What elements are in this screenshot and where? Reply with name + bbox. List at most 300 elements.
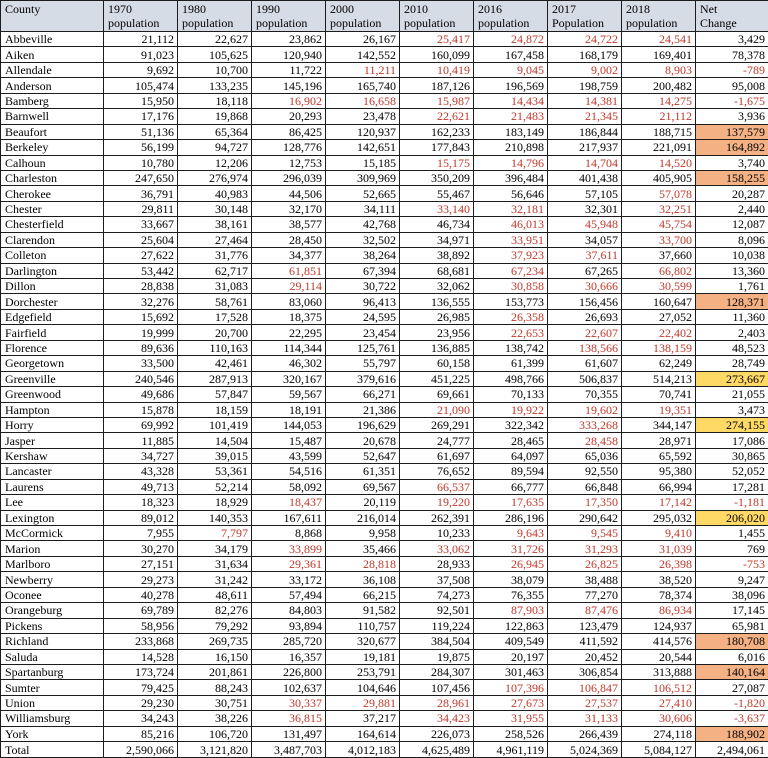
population-cell: 107,396: [474, 680, 548, 695]
population-cell: 30,858: [474, 279, 548, 294]
population-cell: 24,595: [326, 309, 400, 324]
population-cell: 4,012,183: [326, 742, 400, 758]
population-cell: 70,355: [548, 387, 622, 402]
population-cell: 33,140: [400, 201, 474, 216]
population-cell: 16,357: [252, 649, 326, 664]
population-cell: 136,555: [400, 294, 474, 309]
net-change-cell: -1,820: [696, 695, 768, 710]
population-cell: 33,172: [252, 572, 326, 587]
population-cell: 22,627: [178, 32, 252, 47]
population-cell: 37,508: [400, 572, 474, 587]
population-cell: 66,537: [400, 479, 474, 494]
population-cell: 20,700: [178, 325, 252, 340]
population-cell: 38,264: [326, 248, 400, 263]
population-cell: 37,660: [622, 248, 696, 263]
population-cell: 26,358: [474, 309, 548, 324]
population-cell: 36,815: [252, 711, 326, 726]
population-cell: 14,520: [622, 155, 696, 170]
population-cell: 60,158: [400, 356, 474, 371]
net-change-cell: -789: [696, 62, 768, 77]
population-cell: 92,550: [548, 464, 622, 479]
population-cell: 320,677: [326, 634, 400, 649]
population-cell: 409,549: [474, 634, 548, 649]
population-cell: 38,161: [178, 217, 252, 232]
table-row-dorchester: [1, 294, 768, 309]
population-cell: 31,634: [178, 556, 252, 571]
net-change-cell: 137,579: [696, 124, 768, 139]
population-cell: 15,692: [104, 309, 178, 324]
population-cell: 78,374: [622, 587, 696, 602]
table-row-laurens: [1, 479, 768, 494]
table-row-newberry: [1, 572, 768, 587]
net-change-cell: 11,360: [696, 309, 768, 324]
population-cell: 138,159: [622, 340, 696, 355]
population-cell: 105,625: [178, 47, 252, 62]
net-change-cell: -753: [696, 556, 768, 571]
population-cell: 67,394: [326, 263, 400, 278]
net-change-cell: 3,473: [696, 402, 768, 417]
population-cell: 49,686: [104, 387, 178, 402]
population-cell: 77,270: [548, 587, 622, 602]
population-cell: 26,825: [548, 556, 622, 571]
population-cell: 27,410: [622, 695, 696, 710]
population-cell: 30,606: [622, 711, 696, 726]
population-cell: 33,062: [400, 541, 474, 556]
population-cell: 91,582: [326, 603, 400, 618]
population-cell: 28,450: [252, 232, 326, 247]
county-name-cell: Beaufort: [1, 124, 104, 139]
population-cell: 24,541: [622, 32, 696, 47]
population-cell: 313,888: [622, 664, 696, 679]
population-cell: 61,607: [548, 356, 622, 371]
population-cell: 19,868: [178, 109, 252, 124]
population-cell: 65,592: [622, 448, 696, 463]
population-cell: 11,885: [104, 433, 178, 448]
county-name-cell: Marion: [1, 541, 104, 556]
population-cell: 31,726: [474, 541, 548, 556]
population-cell: 33,899: [252, 541, 326, 556]
net-change-cell: 6,016: [696, 649, 768, 664]
population-cell: 28,971: [622, 433, 696, 448]
net-change-cell: 180,708: [696, 634, 768, 649]
population-cell: 20,293: [252, 109, 326, 124]
population-cell: 21,112: [104, 32, 178, 47]
population-cell: 66,215: [326, 587, 400, 602]
column-header-2016-population: 2016 population: [474, 1, 548, 32]
population-cell: 19,922: [474, 402, 548, 417]
population-cell: 15,175: [400, 155, 474, 170]
population-cell: 15,185: [326, 155, 400, 170]
population-cell: 31,133: [548, 711, 622, 726]
county-name-cell: Bamberg: [1, 93, 104, 108]
county-name-cell: Greenville: [1, 371, 104, 386]
population-cell: 177,843: [400, 140, 474, 155]
table-row-bamberg: [1, 93, 768, 108]
population-cell: 18,929: [178, 495, 252, 510]
population-cell: 19,220: [400, 495, 474, 510]
net-change-cell: 27,087: [696, 680, 768, 695]
population-cell: 10,233: [400, 526, 474, 541]
net-change-cell: 12,087: [696, 217, 768, 232]
table-row-barnwell: [1, 109, 768, 124]
population-cell: 91,023: [104, 47, 178, 62]
net-change-cell: 78,378: [696, 47, 768, 62]
county-name-cell: Jasper: [1, 433, 104, 448]
population-cell: 165,740: [326, 78, 400, 93]
population-cell: 32,170: [252, 201, 326, 216]
county-name-cell: Berkeley: [1, 140, 104, 155]
population-cell: 120,940: [252, 47, 326, 62]
population-cell: 34,971: [400, 232, 474, 247]
population-cell: 196,629: [326, 417, 400, 432]
population-cell: 34,179: [178, 541, 252, 556]
table-row-pickens: [1, 618, 768, 633]
population-cell: 45,948: [548, 217, 622, 232]
county-name-cell: Florence: [1, 340, 104, 355]
population-cell: 33,700: [622, 232, 696, 247]
population-cell: 226,800: [252, 664, 326, 679]
population-cell: 401,438: [548, 170, 622, 185]
table-row-dillon: [1, 279, 768, 294]
population-cell: 33,500: [104, 356, 178, 371]
population-cell: 46,013: [474, 217, 548, 232]
table-row-williamsburg: [1, 711, 768, 726]
population-cell: 33,667: [104, 217, 178, 232]
population-cell: 183,149: [474, 124, 548, 139]
county-name-cell: Lancaster: [1, 464, 104, 479]
population-cell: 23,454: [326, 325, 400, 340]
net-change-cell: 2,440: [696, 201, 768, 216]
population-cell: 30,337: [252, 695, 326, 710]
population-cell: 9,692: [104, 62, 178, 77]
population-cell: 79,425: [104, 680, 178, 695]
population-cell: 10,700: [178, 62, 252, 77]
population-cell: 8,868: [252, 526, 326, 541]
population-cell: 14,275: [622, 93, 696, 108]
population-cell: 87,903: [474, 603, 548, 618]
population-cell: 69,567: [326, 479, 400, 494]
population-cell: 32,502: [326, 232, 400, 247]
population-cell: 196,569: [474, 78, 548, 93]
population-cell: 62,717: [178, 263, 252, 278]
population-cell: 38,577: [252, 217, 326, 232]
population-cell: 29,881: [326, 695, 400, 710]
county-name-cell: Oconee: [1, 587, 104, 602]
population-cell: 96,413: [326, 294, 400, 309]
population-cell: 51,136: [104, 124, 178, 139]
population-cell: 57,078: [622, 186, 696, 201]
net-change-cell: 95,008: [696, 78, 768, 93]
population-cell: 24,777: [400, 433, 474, 448]
population-cell: 61,351: [326, 464, 400, 479]
population-cell: 68,681: [400, 263, 474, 278]
population-cell: 14,381: [548, 93, 622, 108]
population-cell: 414,576: [622, 634, 696, 649]
table-row-oconee: [1, 587, 768, 602]
population-cell: 122,863: [474, 618, 548, 633]
population-cell: 85,216: [104, 726, 178, 741]
population-cell: 64,097: [474, 448, 548, 463]
population-cell: 34,111: [326, 201, 400, 216]
population-cell: 5,024,369: [548, 742, 622, 758]
county-name-cell: Abbeville: [1, 32, 104, 47]
table-row-total: [1, 742, 768, 758]
population-cell: 22,295: [252, 325, 326, 340]
population-cell: 320,167: [252, 371, 326, 386]
net-change-cell: 274,155: [696, 417, 768, 432]
population-cell: 8,903: [622, 62, 696, 77]
county-name-cell: Lexington: [1, 510, 104, 525]
population-cell: 25,604: [104, 232, 178, 247]
population-cell: 20,678: [326, 433, 400, 448]
population-cell: 9,643: [474, 526, 548, 541]
population-cell: 38,488: [548, 572, 622, 587]
population-cell: 18,118: [178, 93, 252, 108]
population-cell: 44,506: [252, 186, 326, 201]
population-cell: 79,292: [178, 618, 252, 633]
population-cell: 76,652: [400, 464, 474, 479]
table-row-kershaw: [1, 448, 768, 463]
population-cell: 405,905: [622, 170, 696, 185]
population-cell: 136,885: [400, 340, 474, 355]
population-cell: 106,847: [548, 680, 622, 695]
population-cell: 106,720: [178, 726, 252, 741]
population-cell: 19,351: [622, 402, 696, 417]
population-cell: 344,147: [622, 417, 696, 432]
population-cell: 34,423: [400, 711, 474, 726]
population-cell: 322,342: [474, 417, 548, 432]
population-cell: 104,646: [326, 680, 400, 695]
population-cell: 95,380: [622, 464, 696, 479]
population-cell: 88,243: [178, 680, 252, 695]
net-change-cell: 17,145: [696, 603, 768, 618]
population-cell: 30,270: [104, 541, 178, 556]
net-change-cell: 30,865: [696, 448, 768, 463]
population-cell: 142,552: [326, 47, 400, 62]
net-change-cell: 158,255: [696, 170, 768, 185]
population-cell: 32,181: [474, 201, 548, 216]
population-cell: 89,012: [104, 510, 178, 525]
population-cell: 49,713: [104, 479, 178, 494]
population-cell: 36,791: [104, 186, 178, 201]
population-cell: 58,956: [104, 618, 178, 633]
population-cell: 65,036: [548, 448, 622, 463]
population-cell: 3,121,820: [178, 742, 252, 758]
population-cell: 17,350: [548, 495, 622, 510]
population-cell: 110,757: [326, 618, 400, 633]
table-row-jasper: [1, 433, 768, 448]
population-cell: 66,777: [474, 479, 548, 494]
population-cell: 29,273: [104, 572, 178, 587]
county-name-cell: Charleston: [1, 170, 104, 185]
net-change-cell: 9,247: [696, 572, 768, 587]
county-name-cell: Saluda: [1, 649, 104, 664]
net-change-cell: 10,038: [696, 248, 768, 263]
table-row-greenwood: [1, 387, 768, 402]
population-cell: 34,727: [104, 448, 178, 463]
county-name-cell: Allendale: [1, 62, 104, 77]
population-cell: 269,291: [400, 417, 474, 432]
population-cell: 114,344: [252, 340, 326, 355]
column-header-2018-population: 2018 population: [622, 1, 696, 32]
population-cell: 16,902: [252, 93, 326, 108]
population-cell: 296,039: [252, 170, 326, 185]
population-cell: 52,214: [178, 479, 252, 494]
population-cell: 46,302: [252, 356, 326, 371]
population-cell: 411,592: [548, 634, 622, 649]
population-cell: 56,199: [104, 140, 178, 155]
population-cell: 84,803: [252, 603, 326, 618]
county-name-cell: Orangeburg: [1, 603, 104, 618]
population-cell: 9,958: [326, 526, 400, 541]
population-cell: 66,848: [548, 479, 622, 494]
population-cell: 4,625,489: [400, 742, 474, 758]
county-name-cell: Richland: [1, 634, 104, 649]
population-cell: 27,537: [548, 695, 622, 710]
table-row-beaufort: [1, 124, 768, 139]
population-cell: 86,425: [252, 124, 326, 139]
population-cell: 55,467: [400, 186, 474, 201]
population-cell: 28,838: [104, 279, 178, 294]
population-cell: 138,742: [474, 340, 548, 355]
population-cell: 69,789: [104, 603, 178, 618]
population-cell: 15,878: [104, 402, 178, 417]
population-cell: 40,278: [104, 587, 178, 602]
population-cell: 301,463: [474, 664, 548, 679]
population-cell: 15,950: [104, 93, 178, 108]
county-name-cell: Aiken: [1, 47, 104, 62]
table-row-colleton: [1, 248, 768, 263]
county-name-cell: Chesterfield: [1, 217, 104, 232]
population-cell: 22,653: [474, 325, 548, 340]
population-cell: 66,271: [326, 387, 400, 402]
population-cell: 253,791: [326, 664, 400, 679]
population-cell: 31,293: [548, 541, 622, 556]
population-cell: 23,862: [252, 32, 326, 47]
table-row-florence: [1, 340, 768, 355]
population-cell: 31,083: [178, 279, 252, 294]
table-row-marlboro: [1, 556, 768, 571]
population-cell: 110,163: [178, 340, 252, 355]
net-change-cell: 1,761: [696, 279, 768, 294]
population-cell: 11,722: [252, 62, 326, 77]
population-cell: 22,621: [400, 109, 474, 124]
table-row-chesterfield: [1, 217, 768, 232]
population-cell: 32,276: [104, 294, 178, 309]
population-cell: 21,345: [548, 109, 622, 124]
net-change-cell: 52,052: [696, 464, 768, 479]
population-cell: 167,458: [474, 47, 548, 62]
table-row-union: [1, 695, 768, 710]
population-cell: 25,417: [400, 32, 474, 47]
population-cell: 262,391: [400, 510, 474, 525]
population-cell: 10,780: [104, 155, 178, 170]
population-cell: 27,464: [178, 232, 252, 247]
population-cell: 128,776: [252, 140, 326, 155]
population-cell: 76,355: [474, 587, 548, 602]
county-name-cell: Williamsburg: [1, 711, 104, 726]
population-cell: 55,797: [326, 356, 400, 371]
table-row-lexington: [1, 510, 768, 525]
population-cell: 287,913: [178, 371, 252, 386]
population-cell: 42,461: [178, 356, 252, 371]
population-cell: 221,091: [622, 140, 696, 155]
population-cell: 57,105: [548, 186, 622, 201]
population-cell: 53,361: [178, 464, 252, 479]
net-change-cell: -3,637: [696, 711, 768, 726]
population-cell: 15,487: [252, 433, 326, 448]
population-cell: 258,526: [474, 726, 548, 741]
population-cell: 20,452: [548, 649, 622, 664]
population-cell: 240,546: [104, 371, 178, 386]
population-cell: 31,039: [622, 541, 696, 556]
population-cell: 14,434: [474, 93, 548, 108]
population-cell: 9,545: [548, 526, 622, 541]
population-cell: 19,602: [548, 402, 622, 417]
population-cell: 22,402: [622, 325, 696, 340]
population-cell: 34,057: [548, 232, 622, 247]
population-cell: 22,607: [548, 325, 622, 340]
population-cell: 21,386: [326, 402, 400, 417]
population-cell: 247,650: [104, 170, 178, 185]
county-name-cell: Fairfield: [1, 325, 104, 340]
net-change-cell: 20,287: [696, 186, 768, 201]
population-cell: 217,937: [548, 140, 622, 155]
county-name-cell: Pickens: [1, 618, 104, 633]
population-cell: 153,773: [474, 294, 548, 309]
net-change-cell: 2,403: [696, 325, 768, 340]
table-row-berkeley: [1, 140, 768, 155]
population-cell: 266,439: [548, 726, 622, 741]
population-cell: 101,419: [178, 417, 252, 432]
population-cell: 93,894: [252, 618, 326, 633]
population-cell: 39,015: [178, 448, 252, 463]
population-cell: 18,191: [252, 402, 326, 417]
population-cell: 94,727: [178, 140, 252, 155]
net-change-cell: 13,360: [696, 263, 768, 278]
table-row-york: [1, 726, 768, 741]
table-row-fairfield: [1, 325, 768, 340]
population-cell: 89,636: [104, 340, 178, 355]
population-cell: 14,796: [474, 155, 548, 170]
population-cell: 82,276: [178, 603, 252, 618]
population-cell: 187,126: [400, 78, 474, 93]
population-cell: 23,478: [326, 109, 400, 124]
table-row-richland: [1, 634, 768, 649]
population-cell: 17,635: [474, 495, 548, 510]
county-name-cell: Horry: [1, 417, 104, 432]
population-cell: 269,735: [178, 634, 252, 649]
net-change-cell: 769: [696, 541, 768, 556]
population-cell: 162,233: [400, 124, 474, 139]
population-cell: 21,090: [400, 402, 474, 417]
population-cell: 38,226: [178, 711, 252, 726]
population-cell: 216,014: [326, 510, 400, 525]
table-row-mccormick: [1, 526, 768, 541]
population-cell: 67,234: [474, 263, 548, 278]
net-change-cell: 3,429: [696, 32, 768, 47]
population-cell: 21,483: [474, 109, 548, 124]
population-cell: 67,265: [548, 263, 622, 278]
net-change-cell: -1,675: [696, 93, 768, 108]
population-cell: 276,974: [178, 170, 252, 185]
county-name-cell: Spartanburg: [1, 664, 104, 679]
net-change-cell: 38,096: [696, 587, 768, 602]
table-row-saluda: [1, 649, 768, 664]
population-cell: 5,084,127: [622, 742, 696, 758]
population-cell: 15,987: [400, 93, 474, 108]
county-name-cell: Barnwell: [1, 109, 104, 124]
